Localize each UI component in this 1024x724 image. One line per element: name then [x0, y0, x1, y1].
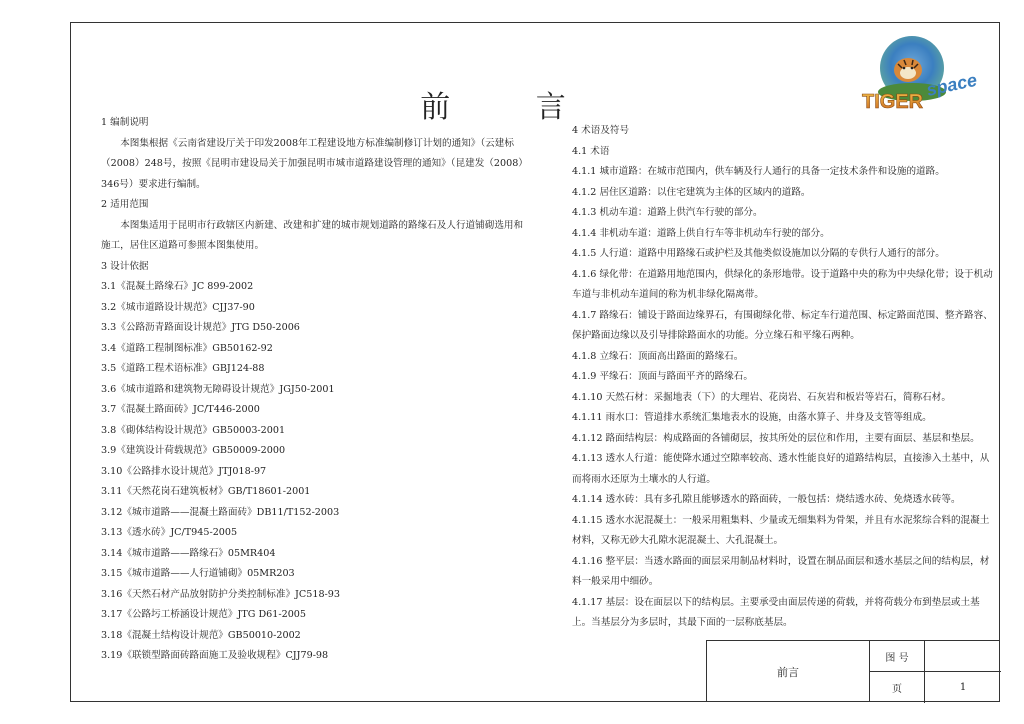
paragraph: 3.17《公路圬工桥涵设计规范》JTG D61-2005: [101, 609, 307, 620]
paragraph: 3.9《建筑设计荷载规范》GB50009-2000: [101, 445, 286, 456]
paragraph: 4.1.2 居住区道路：以住宅建筑为主体的区域内的道路。: [572, 186, 811, 198]
paragraph: 1 编制说明: [101, 117, 149, 128]
paragraph: 本图集适用于昆明市行政辖区内新建、改建和扩建的城市规划道路的路缘石及人行道铺砌选用和施工，居住区道路可参照本图集使用。: [101, 219, 524, 251]
title-block: [706, 640, 1000, 702]
paragraph: 3.10《公路排水设计规范》JTJ018-97: [101, 465, 267, 477]
paragraph: 3.11《天然花岗石建筑板材》GB/T18601-2001: [101, 486, 311, 497]
paragraph: 3.14《城市道路——路缘石》05MR404: [101, 547, 276, 559]
paragraph: 3.8《砌体结构设计规范》GB50003-2001: [101, 424, 286, 436]
paragraph: 3.1《混凝土路缘石》JC 899-2002: [101, 281, 254, 292]
paragraph: 4.1.5 人行道：道路中用路缘石或护栏及其他类似设施加以分隔的专供行人通行的部分。: [572, 248, 945, 259]
paragraph: 4.1.16 整平层：当透水路面的面层采用制品材料时，设置在制品面层和透水基层之间的结构层，材料一般采用中细砂。: [572, 555, 990, 587]
paragraph: 本图集根据《云南省建设厅关于印发2008年工程建设地方标准编制修订计划的通知》（云建标（2008）248号，按照《昆明市建设局关于加强昆明市城市道路建设管理的通知》（昆建发（2008）346号）要求进行编制。: [101, 137, 528, 190]
paragraph: 4.1.9 平缘石：顶面与路面平齐的路缘石。: [572, 371, 753, 382]
paragraph: 3.15《城市道路——人行道铺砌》05MR203: [101, 568, 295, 579]
paragraph: 4.1.13 透水人行道：能使降水通过空隙率较高、透水性能良好的道路结构层，直接渗入土基中，从而将雨水还原为土壤水的人行道。: [572, 453, 990, 485]
paragraph: 3.19《联锁型路面砖路面施工及验收规程》CJJ79-98: [101, 650, 329, 661]
paragraph: 3.13《透水砖》JC/T945-2005: [101, 527, 238, 538]
paragraph: 4 术语及符号: [572, 125, 630, 136]
paragraph: 4.1.17 基层：设在面层以下的结构层。主要承受由面层传递的荷载，并将荷载分布到垫层或土基上。当基层分为多层时，其最下面的一层称底基层。: [572, 596, 980, 628]
page-label: 页: [870, 672, 925, 703]
left-column: [101, 113, 529, 667]
paragraph: 3.6《城市道路和建筑物无障碍设计规范》JGJ50-2001: [101, 383, 335, 395]
svg-text:TIGER: TIGER: [862, 91, 924, 113]
paragraph: 4.1.1 城市道路：在城市范围内，供车辆及行人通行的具备一定技术条件和设施的道路。: [572, 166, 945, 177]
paragraph: 3 设计依据: [101, 260, 149, 272]
paragraph: 3.3《公路沥青路面设计规范》JTG D50-2006: [101, 322, 300, 333]
drawing-no-value: [925, 641, 1001, 672]
paragraph: 3.12《城市道路——混凝土路面砖》DB11/T152-2003: [101, 506, 340, 518]
paragraph: 3.16《天然石材产品放射防护分类控制标准》JC518-93: [101, 588, 340, 600]
paragraph: 4.1.11 雨水口：管道排水系统汇集地表水的设施，由落水算子、井身及支管等组成。: [572, 412, 932, 423]
paragraph: 4.1.12 路面结构层：构成路面的各铺砌层，按其所处的层位和作用，主要有面层、基层和垫层。: [572, 432, 980, 444]
tiger-logo-icon: [858, 30, 994, 120]
paragraph: 4.1.8 立缘石：顶面高出路面的路缘石。: [572, 350, 744, 362]
paragraph: 3.7《混凝土路面砖》JC/T446-2000: [101, 404, 260, 415]
page-number: 1: [959, 682, 967, 693]
paragraph: 3.4《道路工程制图标准》GB50162-92: [101, 342, 273, 354]
paragraph: 3.5《道路工程术语标准》GBJ124-88: [101, 363, 265, 374]
page-title: 前 言: [420, 90, 604, 126]
paragraph: 4.1.3 机动车道：道路上供汽车行驶的部分。: [572, 207, 763, 218]
tigerspace-logo: [858, 30, 994, 120]
paragraph: 2 适用范围: [101, 199, 149, 210]
svg-text:space: space: [924, 69, 979, 100]
drawing-no-label: 图 号: [870, 641, 925, 672]
paragraph: 4.1.6 绿化带：在道路用地范围内，供绿化的条形地带。设于道路中央的称为中央绿化带；设于机动车道与非机动车道间的称为机非绿化隔离带。: [572, 268, 993, 300]
paragraph: 3.18《混凝土结构设计规范》GB50010-2002: [101, 629, 301, 641]
title-block-name: 前言: [707, 641, 870, 702]
paragraph: 4.1.15 透水水泥混凝土：一般采用粗集料、少量或无细集料为骨架，并且有水泥浆综合料的混凝土材料，又称无砂大孔隙水泥混凝土、大孔混凝土。: [572, 514, 990, 546]
paragraph: 3.2《城市道路设计规范》CJJ37-90: [101, 301, 255, 313]
paragraph: 4.1.7 路缘石：铺设于路面边缘界石，有围砌绿化带、标定车行道范围、标定路面范围、整齐路容、保护路面边缘以及引导排除路面水的功能。分立缘石和平缘石两种。: [572, 309, 993, 341]
paragraph: 4.1.14 透水砖：具有多孔隙且能够透水的路面砖，一般包括：烧结透水砖、免烧透水砖等。: [572, 494, 961, 505]
paragraph: 4.1 术语: [572, 145, 610, 157]
paragraph: 4.1.10 天然石材：采掘地表（下）的大理岩、花岗岩、石灰岩和板岩等岩石，简称石材。: [572, 391, 951, 403]
right-column: [572, 121, 996, 634]
paragraph: 4.1.4 非机动车道：道路上供自行车等非机动车行驶的部分。: [572, 227, 830, 239]
